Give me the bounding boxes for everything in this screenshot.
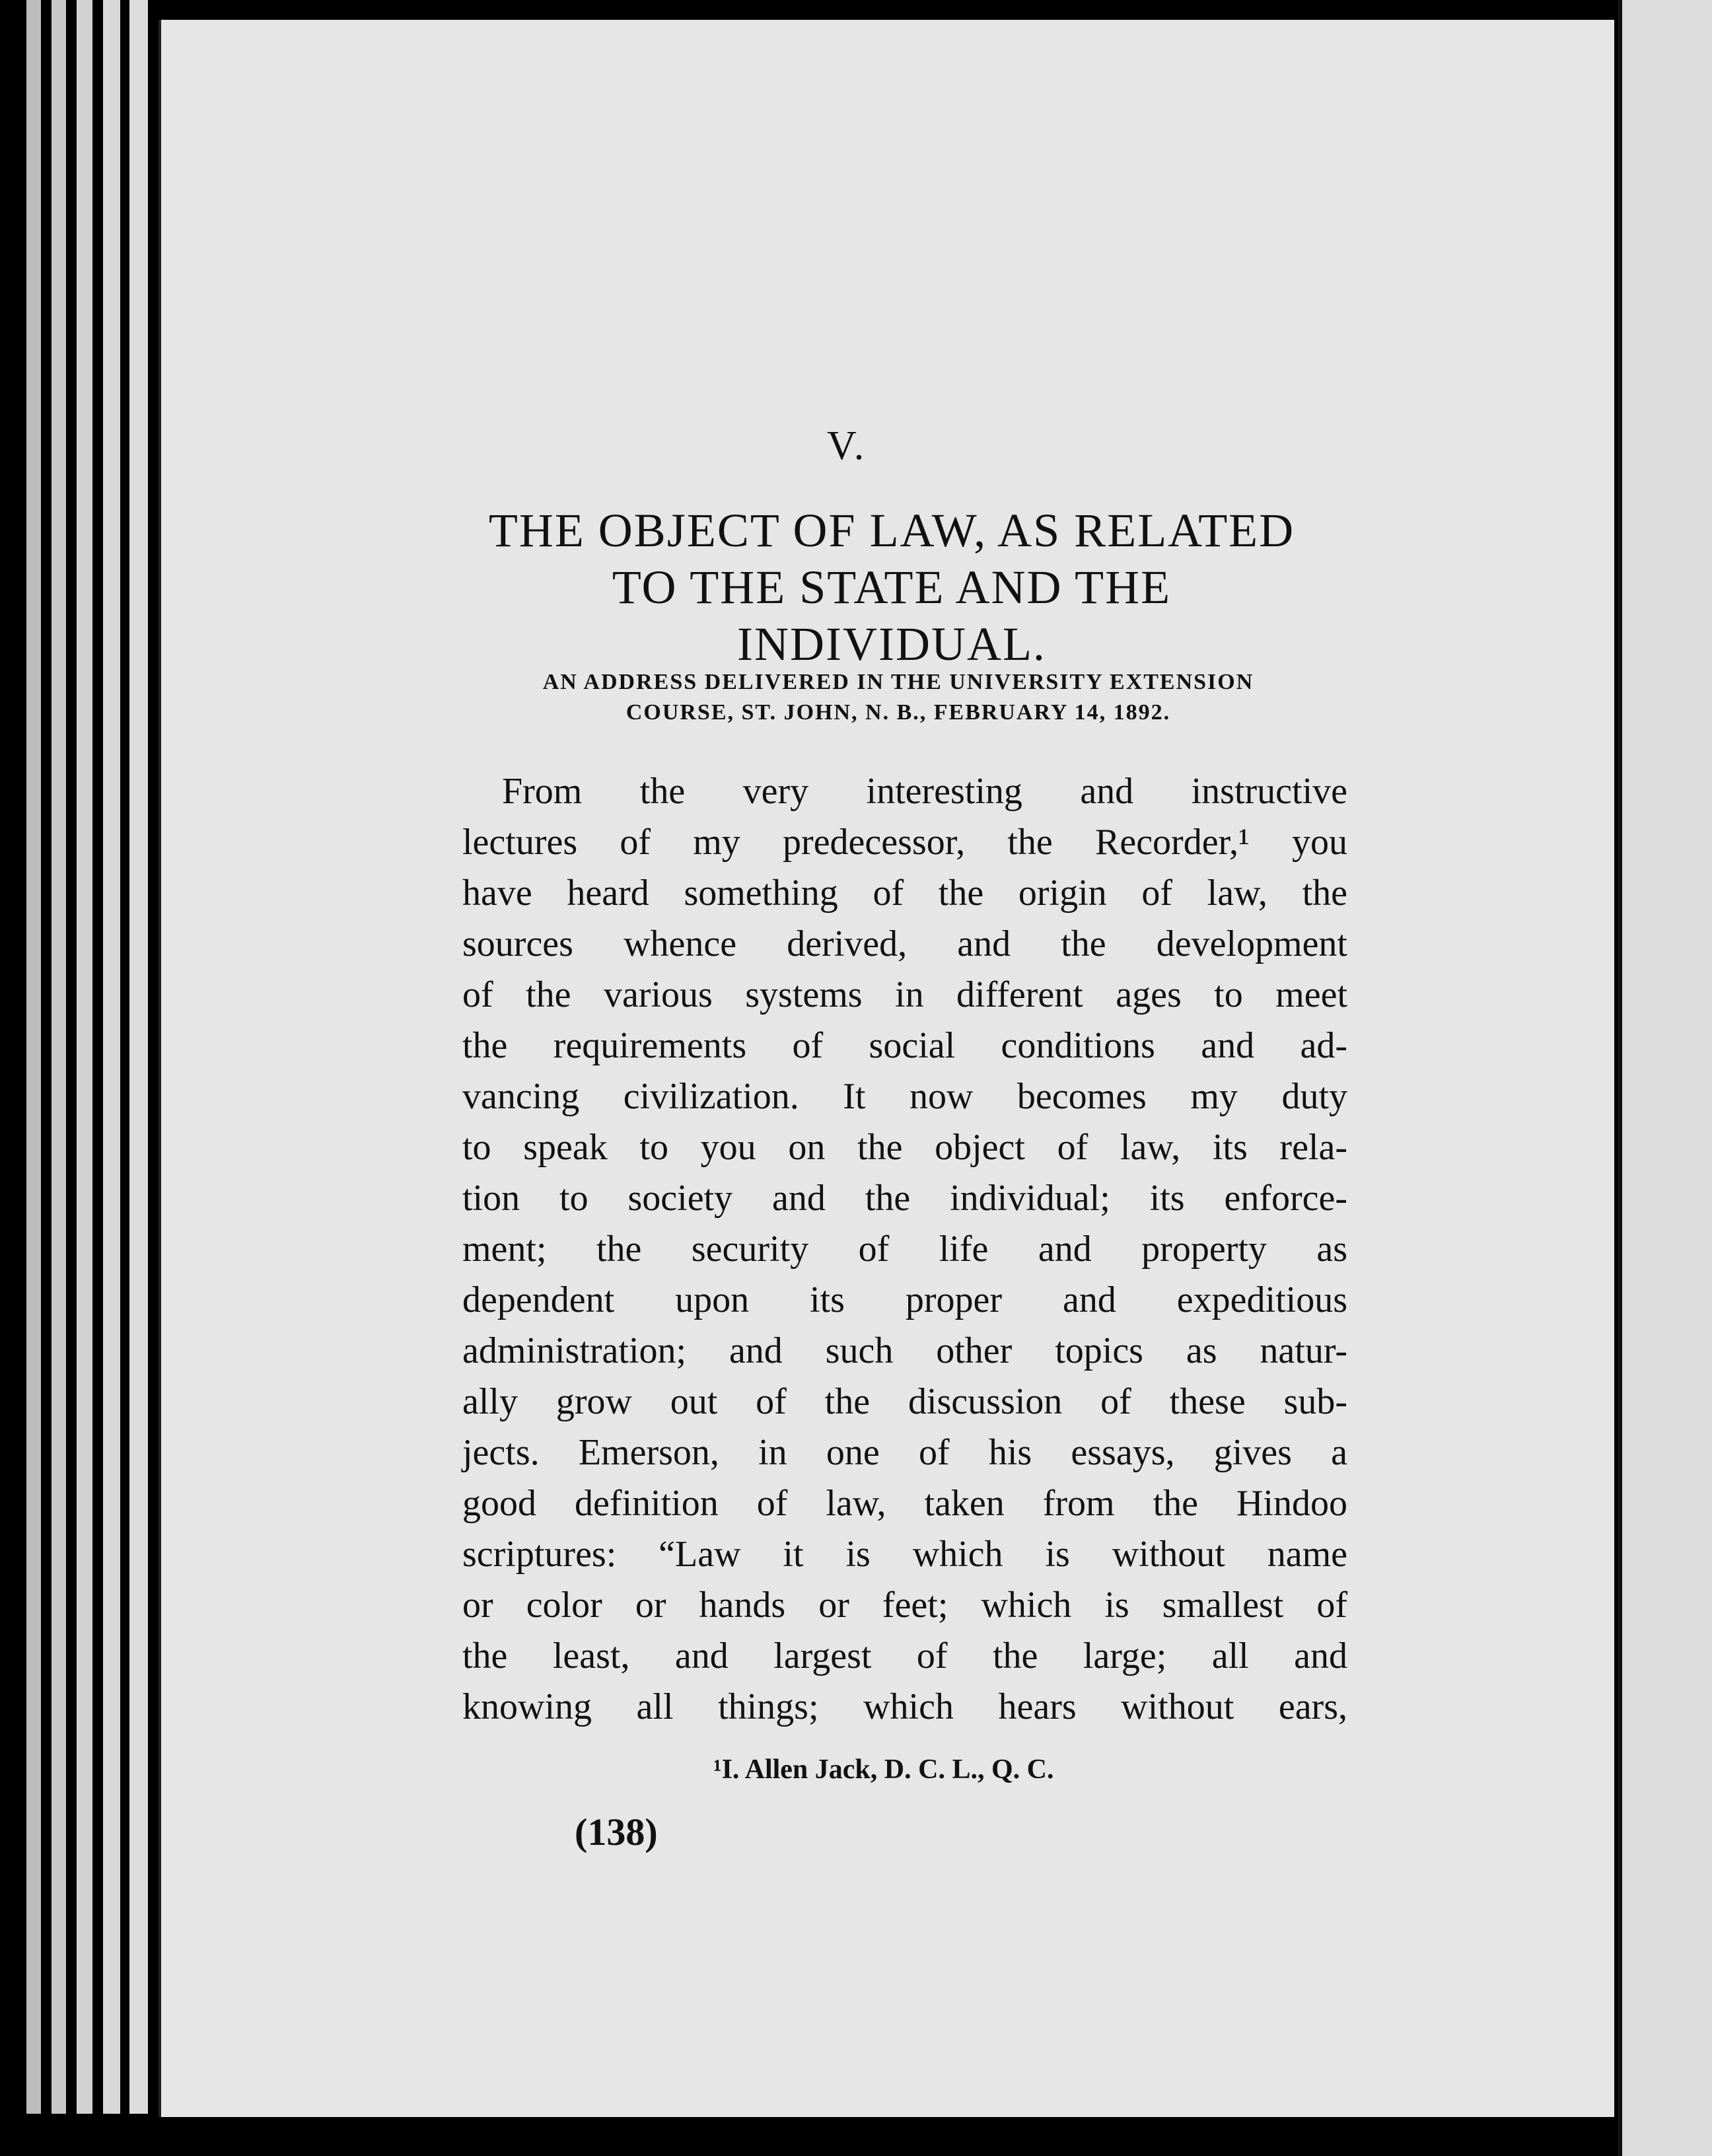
text-line: From the very interesting and instructive <box>502 771 1347 812</box>
text-line: sources whence derived, and the development <box>462 923 1347 964</box>
title-line: TO THE STATE AND THE <box>612 561 1172 614</box>
text-line: the requirements of social conditions and ad- <box>462 1025 1347 1066</box>
text-line: have heard something of the origin of law, the <box>462 873 1347 914</box>
text-line: good definition of law, taken from the Hindoo <box>462 1483 1347 1524</box>
body-paragraph <box>462 766 1347 1733</box>
page-edge <box>26 0 41 2114</box>
chapter-number: V. <box>827 423 867 468</box>
page-edge <box>103 0 120 2114</box>
text-line: dependent upon its proper and expeditious <box>462 1279 1347 1320</box>
footnote: ¹I. Allen Jack, D. C. L., Q. C. <box>713 1754 1054 1785</box>
text-line: the least, and largest of the large; all and <box>462 1635 1347 1676</box>
chapter-subtitle <box>449 667 1347 728</box>
text-line: jects. Emerson, in one of his essays, gives a <box>462 1432 1347 1473</box>
adjacent-page <box>1618 0 1712 2156</box>
page-edge <box>129 0 148 2114</box>
text-line: or color or hands or feet; which is smallest of <box>462 1585 1347 1626</box>
subtitle-line: AN ADDRESS DELIVERED IN THE UNIVERSITY EXTENSION <box>542 670 1254 694</box>
text-line: administration; and such other topics as natur- <box>462 1330 1347 1371</box>
page-edge <box>52 0 66 2114</box>
text-line: knowing all things; which hears without ears, <box>462 1686 1347 1727</box>
text-line: of the various systems in different ages to meet <box>462 974 1347 1015</box>
text-line: ment; the security of life and property as <box>462 1229 1347 1270</box>
text-line: vancing civilization. It now becomes my duty <box>462 1076 1347 1117</box>
text-line: lectures of my predecessor, the Recorder,¹ you <box>462 822 1347 863</box>
subtitle-line: COURSE, ST. JOHN, N. B., FEBRUARY 14, 1892. <box>625 700 1171 725</box>
page-edge <box>77 0 92 2114</box>
title-line: INDIVIDUAL. <box>737 618 1046 670</box>
text-line: scriptures: “Law it is which is without name <box>462 1534 1347 1575</box>
chapter-title <box>436 502 1347 672</box>
title-line: THE OBJECT OF LAW, AS RELATED <box>488 504 1295 557</box>
text-line: ally grow out of the discussion of these sub- <box>462 1381 1347 1422</box>
page-number: (138) <box>575 1811 658 1853</box>
text-line: tion to society and the individual; its enforce- <box>462 1178 1347 1219</box>
text-line: to speak to you on the object of law, its rela- <box>462 1127 1347 1168</box>
